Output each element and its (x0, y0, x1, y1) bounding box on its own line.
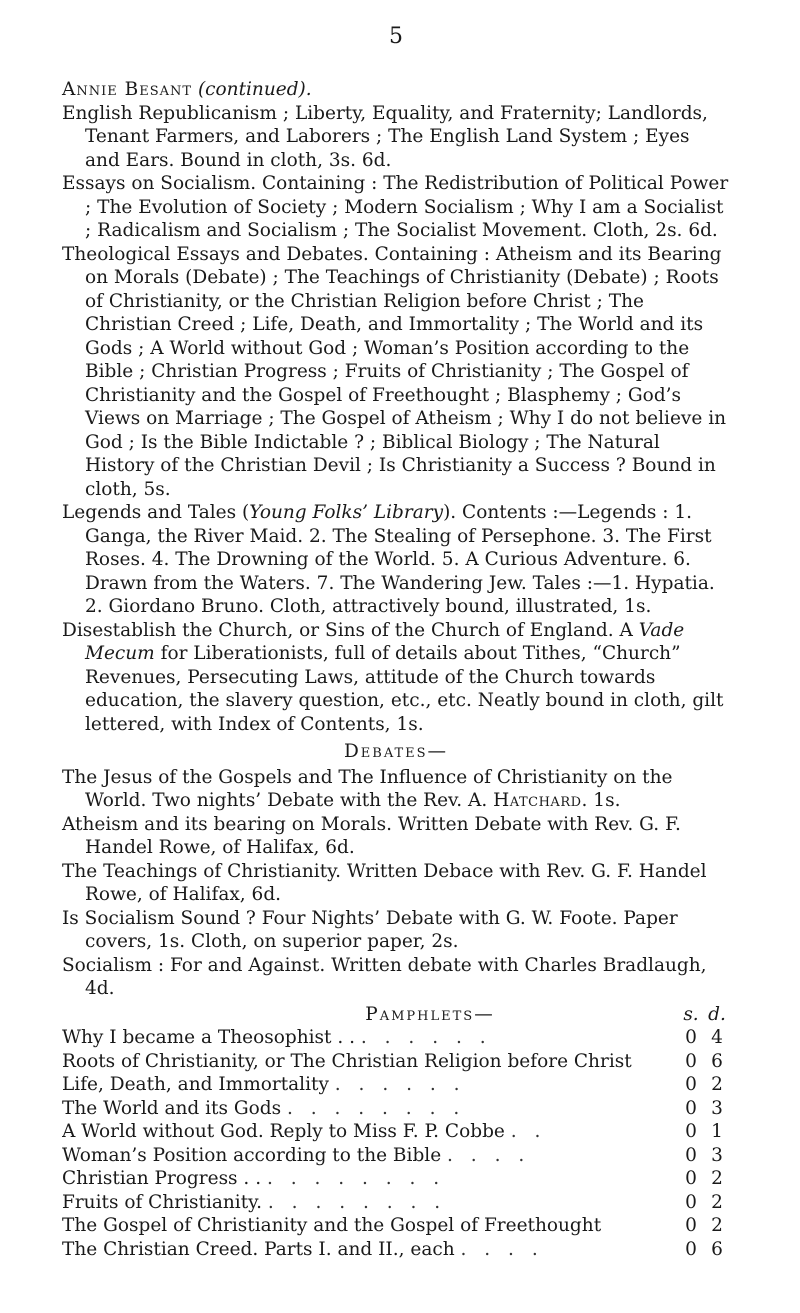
pamphlet-title: Christian Progress . . . . . . . . . . (62, 1168, 446, 1189)
shillings-column-header: s. (683, 1003, 699, 1025)
price-shillings: 0 (685, 1121, 697, 1142)
book-entry: Legends and Tales (Young Folks’ Library). Contents :—Legends : 1. Ganga, the River Maid. 2. The Stealing of Persephone. 3. The First Roses. 4. The Drowning of the World. 5. A Curious Adventure. 6. Drawn from the Waters. 7. The Wandering Jew. Tales :—1. Hypatia. 2. Giordano Bruno. Cloth, attractively bound, illustrated, 1s. (62, 502, 715, 617)
book-entry: English Republicanism ; Liberty, Equality, and Fraternity; Landlords, Tenant Farmers, and Laborers ; The English Land System ; Eyes and Ears. Bound in cloth, 3s. 6d. (62, 102, 708, 171)
leader-dots: . . . . . . . . (287, 1097, 466, 1119)
price-pence: 1 (711, 1121, 723, 1142)
leader-dots: . . . . (447, 1144, 531, 1166)
pamphlet-row (62, 1167, 730, 1191)
book-entry: Disestablish the Church, or Sins of the Church of England. A Vade Mecum for Liberationists, full of details about Tithes, “Church” Revenues, Persecuting Laws, attitude of the Church towards education, the slavery question, etc., etc. Neatly bound in cloth, gilt lettered, with Index of Contents, 1s. (62, 619, 724, 735)
price-pence: 6 (711, 1238, 723, 1260)
pamphlet-title: The Christian Creed. Parts I. and II., each . . . . (62, 1238, 544, 1260)
pence-column-header: d. (708, 1003, 726, 1025)
price-pence: 4 (711, 1027, 723, 1048)
debate-entry: Is Socialism Sound ? Four Nights’ Debate with G. W. Foote. Paper covers, 1s. Cloth, on superior paper, 2s. (62, 907, 678, 952)
pamphlet-title: Why I became a Theosophist . . . . . . . . (62, 1027, 492, 1048)
leader-dots: . . . . . . . . (266, 1168, 446, 1189)
pamphlet-title: The Gospel of Christianity and the Gospel of Freethought (62, 1215, 602, 1236)
pamphlets-heading: Pamphlets— (365, 1003, 495, 1025)
leader-dots: . . (510, 1121, 547, 1142)
price-shillings: 0 (685, 1191, 697, 1213)
leader-dots: . . . . . . (334, 1074, 466, 1095)
price-shillings: 0 (685, 1238, 697, 1260)
book-entry: Theological Essays and Debates. Containing : Atheism and its Bearing on Morals (Debate) ; The Teachings of Christianity (Debate) ; Roots of Christianity, or the Christian Religion before Christ ; The Christian Creed ; Life, Death, and Immortality ; The World and its Gods ; A World without God ; Woman’s Position according to the Bible ; Christian Progress ; Fruits of Christianity ; The Gospel of Christianity and the Gospel of Freethought ; Blasphemy ; God’s Views on Marriage ; The Gospel of Atheism ; Why I do not believe in God ; Is the Bible Indictable ? ; Biblical Biology ; The Natural History of the Christian Devil ; Is Christianity a Success ? Bound in cloth, 5s. (62, 243, 727, 500)
pamphlet-row (62, 1050, 730, 1074)
pamphlet-title: Woman’s Position according to the Bible . . . . (62, 1144, 531, 1166)
pamphlet-row (62, 1097, 730, 1121)
price-pence: 3 (711, 1097, 723, 1119)
pamphlet-list (62, 1026, 730, 1261)
price-pence: 2 (711, 1074, 723, 1095)
pamphlet-row (62, 1144, 730, 1168)
pamphlet-title: Fruits of Christianity. . . . . . . . . (62, 1191, 447, 1213)
pamphlet-row (62, 1120, 730, 1144)
pamphlets-heading-row (62, 1003, 730, 1027)
pamphlet-row (62, 1214, 730, 1238)
author-name: Annie Besant (62, 79, 193, 100)
price-shillings: 0 (685, 1215, 697, 1236)
page-number: 5 (389, 24, 403, 49)
debate-entry: Atheism and its bearing on Morals. Written Debate with Rev. G. F. Handel Rowe, of Halifax, 6d. (62, 813, 681, 858)
pamphlet-row (62, 1073, 730, 1097)
price-shillings: 0 (685, 1097, 697, 1119)
pamphlet-row (62, 1026, 730, 1050)
price-shillings: 0 (685, 1050, 697, 1072)
book-entry: Essays on Socialism. Containing : The Redistribution of Political Power ; The Evolution of Society ; Modern Socialism ; Why I am a Socialist ; Radicalism and Socialism ; The Socialist Movement. Cloth, 2s. 6d. (62, 173, 729, 241)
price-pence: 2 (711, 1168, 723, 1189)
pamphlet-row (62, 1191, 730, 1215)
debate-entry: The Jesus of the Gospels and The Influence of Christianity on the World. Two nights’ Debate with the Rev. A. Hatchard. 1s. (62, 766, 673, 811)
price-shillings: 0 (685, 1168, 697, 1189)
leader-dots: . . . . . . . . (267, 1191, 447, 1213)
pamphlet-row (62, 1238, 730, 1262)
pamphlet-title: Roots of Christianity, or The Christian Religion before Christ (62, 1050, 632, 1072)
pamphlet-title: The World and its Gods . . . . . . . . (62, 1097, 466, 1119)
debates-heading: Debates— (343, 741, 449, 762)
price-shillings: 0 (685, 1144, 697, 1166)
debate-entry: The Teachings of Christianity. Written Debace with Rev. G. F. Handel Rowe, of Halifax, 6d. (62, 860, 707, 905)
price-pence: 6 (711, 1050, 723, 1072)
continued-label: (continued). (197, 79, 312, 100)
price-shillings: 0 (685, 1027, 697, 1048)
debate-entry: Socialism : For and Against. Written debate with Charles Bradlaugh, 4d. (62, 954, 707, 999)
leader-dots: . . . . (460, 1238, 544, 1260)
price-pence: 3 (711, 1144, 723, 1166)
price-pence: 2 (711, 1191, 723, 1213)
leader-dots: . . . . . . (360, 1027, 492, 1048)
section-heading (62, 78, 730, 102)
price-pence: 2 (711, 1215, 723, 1236)
price-shillings: 0 (685, 1074, 697, 1095)
pamphlet-title: Life, Death, and Immortality . . . . . . (62, 1074, 466, 1095)
pamphlet-title: A World without God. Reply to Miss F. P. Cobbe . . (62, 1121, 547, 1142)
